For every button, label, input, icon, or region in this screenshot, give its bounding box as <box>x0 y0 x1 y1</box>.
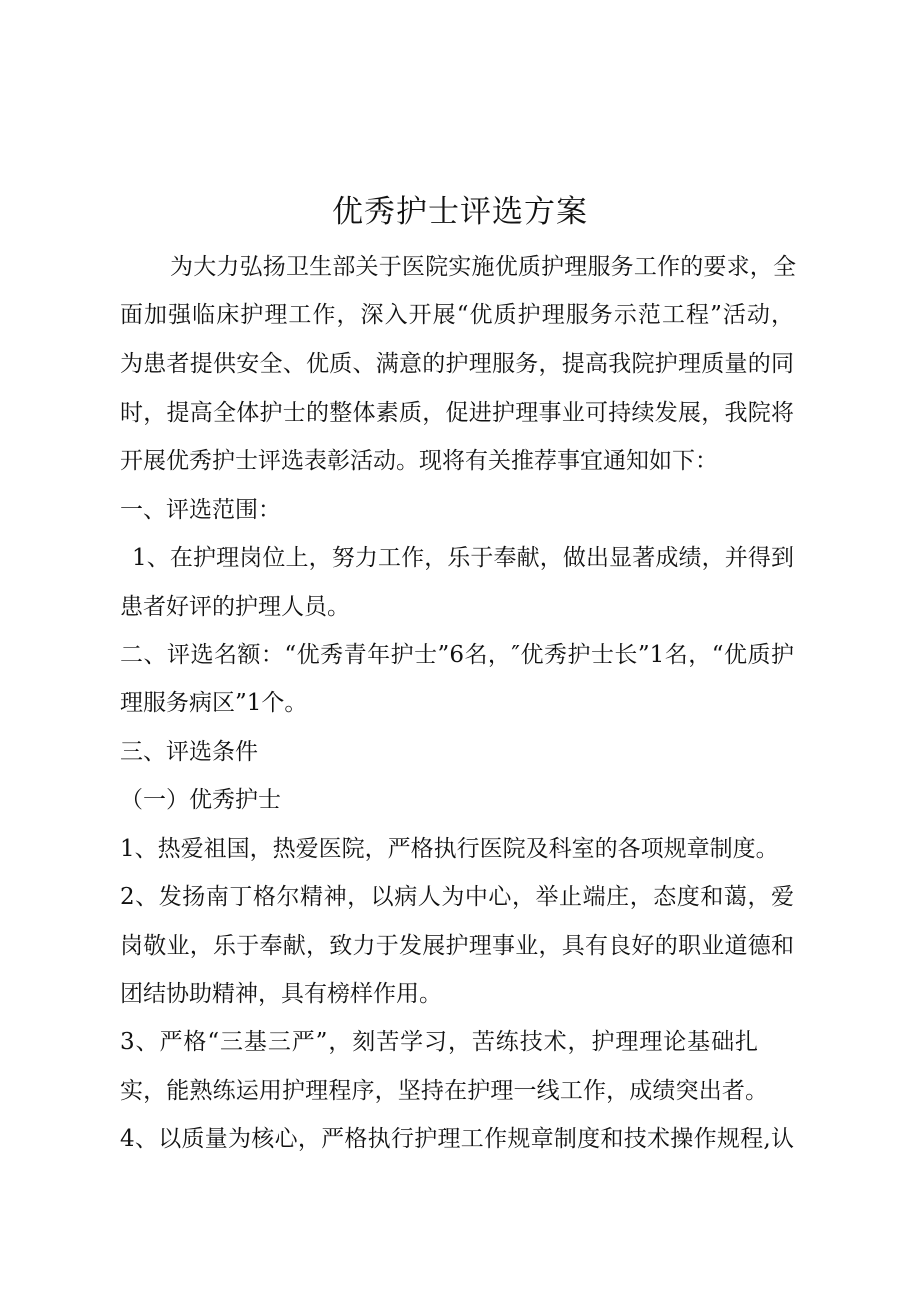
subsection-heading: （一）优秀护士 <box>120 787 281 813</box>
list-item: 3、严格“三基三严”，刻苦学习，苦练技术，护理理论基础扎 <box>120 1029 758 1055</box>
section-heading: 三、评选条件 <box>120 739 258 765</box>
paragraph-line: 为患者提供安全、优质、满意的护理服务，提高我院护理质量的同 <box>120 351 794 377</box>
section-heading: 一、评选范围： <box>120 497 281 523</box>
section-heading-continuation: 理服务病区”1个。 <box>120 690 308 716</box>
paragraph-line: 为大力弘扬卫生部关于医院实施优质护理服务工作的要求，全 <box>170 254 796 280</box>
list-item-continuation: 实，能熟练运用护理程序，坚持在护理一线工作，成绩突出者。 <box>120 1078 768 1104</box>
list-item: 1、在护理岗位上，努力工作，乐于奉献，做出显著成绩，并得到 <box>132 545 794 571</box>
section-heading: 二、评选名额：“优秀青年护士”6名，″优秀护士长”1名，“优质护 <box>120 642 794 668</box>
list-item-continuation: 患者好评的护理人员。 <box>120 594 350 620</box>
list-item-continuation: 岗敬业，乐于奉献，致力于发展护理事业，具有良好的职业道德和 <box>120 933 794 959</box>
list-item: 2、发扬南丁格尔精神，以病人为中心，举止端庄，态度和蔼，爱 <box>120 884 794 910</box>
list-item: 1、热爱祖国，热爱医院，严格执行医院及科室的各项规章制度。 <box>120 836 779 862</box>
document-title: 优秀护士评选方案 <box>332 194 588 230</box>
paragraph-line: 时，提高全体护士的整体素质，促进护理事业可持续发展，我院将 <box>120 400 794 426</box>
paragraph-line: 面加强临床护理工作，深入开展“优质护理服务示范工程”活动， <box>120 302 794 328</box>
paragraph-line: 开展优秀护士评选表彰活动。现将有关推荐事宜通知如下： <box>120 448 718 474</box>
list-item: 4、以质量为核心，严格执行护理工作规章制度和技术操作规程,认 <box>120 1126 794 1152</box>
list-item-continuation: 团结协助精神，具有榜样作用。 <box>120 981 442 1007</box>
